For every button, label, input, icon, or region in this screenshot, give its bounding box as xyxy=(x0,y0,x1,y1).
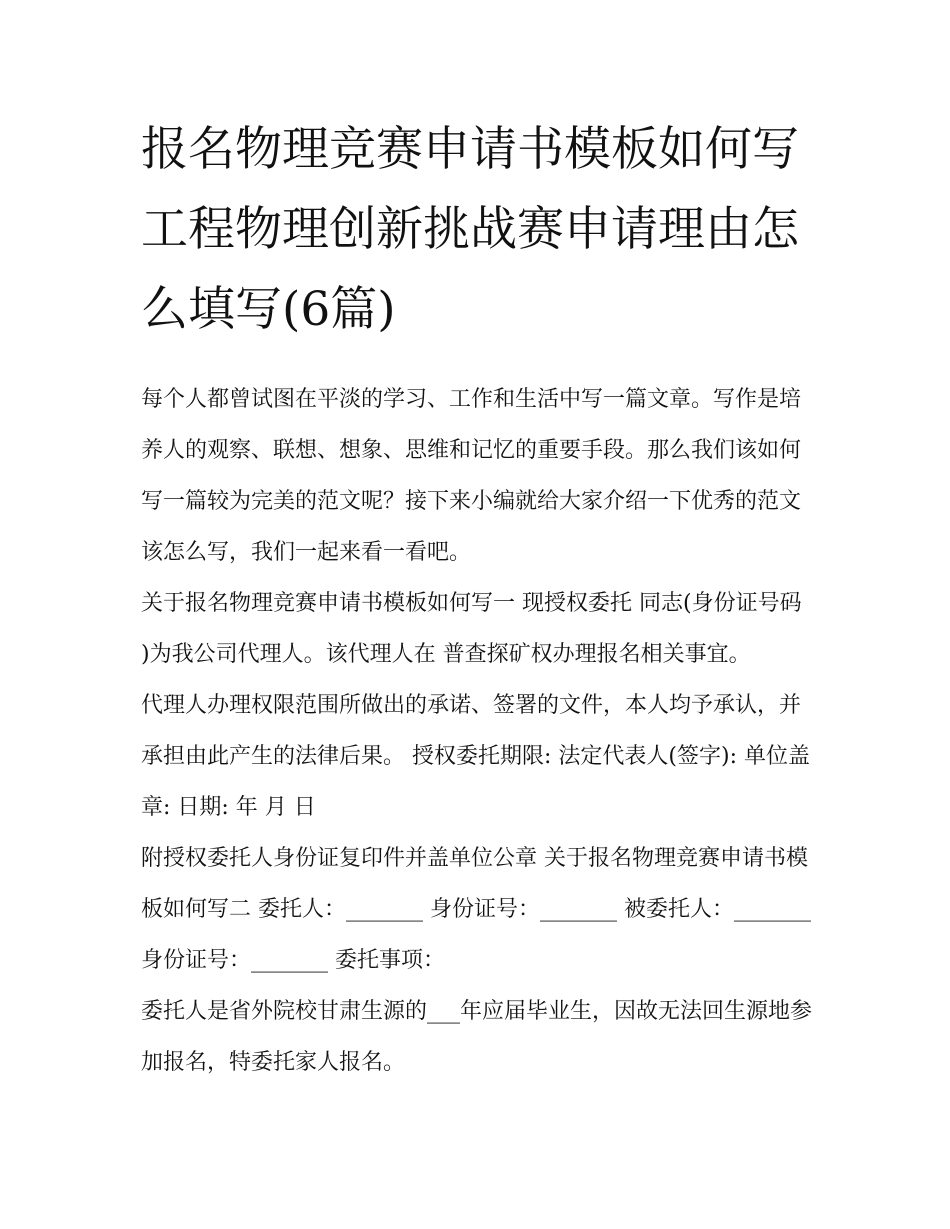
paragraph-authority: 代理人办理权限范围所做出的承诺、签署的文件，本人均予承认，并承担由此产生的法律后果。 授权委托期限: 法定代表人(签字): 单位盖章: 日期: 年 月 日 xyxy=(141,693,810,820)
paragraph-delegation: 委托人是省外院校甘肃生源的___年应届毕业生，因故无法回生源地参加报名，特委托家人报名。 xyxy=(141,999,813,1075)
document-page xyxy=(141,110,813,1088)
document-title: 报名物理竞赛申请书模板如何写 工程物理创新挑战赛申请理由怎么填写(6篇) xyxy=(141,122,799,337)
paragraph-template-one: 关于报名物理竞赛申请书模板如何写一 现授权委托 同志(身份证号码 )为我公司代理人。该代理人在 普查探矿权办理报名相关事宜。 xyxy=(141,591,802,667)
paragraph-template-two: 附授权委托人身份证复印件并盖单位公章 关于报名物理竞赛申请书模板如何写二 委托人：_______ 身份证号：_______ 被委托人：_______ 身份证号：_______ 委托事项： xyxy=(141,846,811,973)
document-body xyxy=(141,374,813,1088)
paragraph-intro: 每个人都曾试图在平淡的学习、工作和生活中写一篇文章。写作是培养人的观察、联想、想象、思维和记忆的重要手段。那么我们该如何写一篇较为完美的范文呢？接下来小编就给大家介绍一下优秀的范文该怎么写，我们一起来看一看吧。 xyxy=(141,387,802,565)
